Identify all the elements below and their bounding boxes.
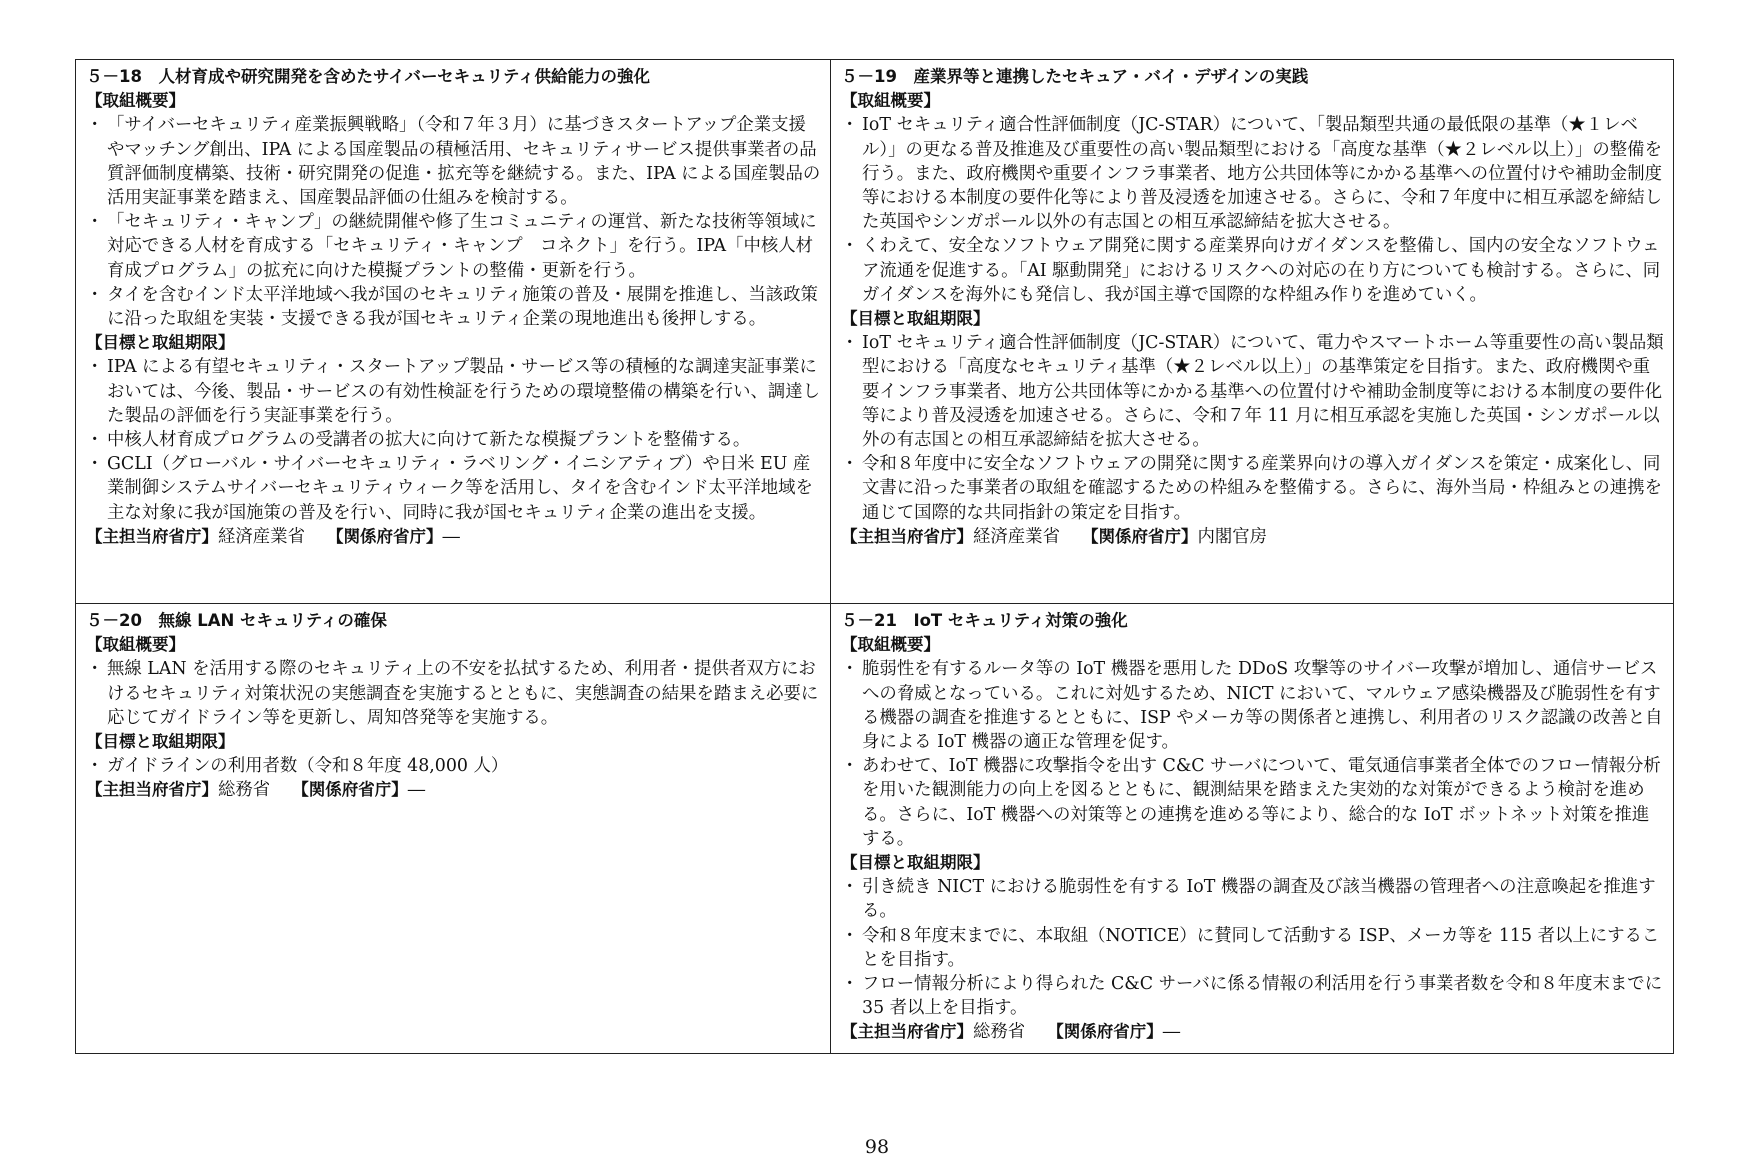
bullet-icon: ・ [86, 430, 104, 451]
related-ministry-label: 【関係府省庁】 [326, 526, 443, 546]
bullet-icon: ・ [841, 454, 859, 475]
overview-item-text: タイを含むインド太平洋地域へ我が国のセキュリティ施策の普及・展開を推進し、当該政策に沿った取組を実装・支援できる我が国セキュリティ企業の現地進出も後押しする。 [107, 284, 818, 330]
overview-heading: 【取組概要】 [86, 635, 185, 655]
bullet-icon: ・ [841, 877, 859, 898]
goals-item [841, 924, 1665, 972]
goals-list [841, 875, 1665, 1020]
overview-item [86, 283, 822, 331]
bullet-icon: ・ [86, 756, 104, 777]
measures-table [75, 59, 1674, 1054]
goals-list [841, 331, 1665, 525]
section-title: ５－20 無線 LAN セキュリティの確保 [86, 611, 387, 630]
lead-ministry-value: 総務省 [973, 1022, 1026, 1043]
bullet-icon: ・ [841, 115, 859, 136]
overview-heading: 【取組概要】 [841, 635, 940, 655]
section-title: ５－18 人材育成や研究開発を含めたサイバーセキュリティ供給能力の強化 [86, 67, 650, 86]
related-ministry-label: 【関係府省庁】 [292, 780, 408, 800]
goals-item-text: 引き続き NICT における脆弱性を有する IoT 機器の調査及び該当機器の管理者への注意喚起を推進する。 [862, 877, 1656, 922]
goals-item [86, 428, 822, 452]
goals-item-text: フロー情報分析により得られた C&C サーバに係る情報の利活用を行う事業者数を令和８年度末までに 35 者以上を目指す。 [862, 974, 1663, 1019]
goals-item-text: 令和８年度末までに、本取組（NOTICE）に賛同して活動する ISP、メーカ等を 115 者以上にすることを目指す。 [862, 925, 1660, 970]
goals-item [841, 452, 1665, 525]
lead-ministry-label: 【主担当府省庁】 [841, 1022, 973, 1042]
goals-item-text: IPA による有望セキュリティ・スタートアップ製品・サービス等の積極的な調達実証事業においては、今後、製品・サービスの有効性検証を行うための環境整備の構築を行い、調達した製品の評価を行う実証事業を行う。 [107, 357, 821, 426]
overview-heading: 【取組概要】 [841, 91, 940, 111]
lead-ministry-label: 【主担当府省庁】 [86, 780, 218, 800]
ministry-line [86, 778, 822, 802]
overview-item [841, 754, 1665, 851]
overview-heading: 【取組概要】 [86, 91, 185, 111]
related-ministry-value: ― [407, 780, 426, 801]
ministry-line [86, 525, 822, 549]
related-ministry-value: ― [442, 526, 460, 547]
goals-item [841, 331, 1665, 452]
goals-heading: 【目標と取組期限】 [841, 309, 990, 329]
overview-list [841, 657, 1665, 851]
goals-item-text: 中核人材育成プログラムの受講者の拡大に向けて新たな模擬プラントを整備する。 [107, 430, 751, 451]
overview-item [841, 234, 1665, 307]
goals-heading: 【目標と取組期限】 [86, 732, 235, 752]
goals-item [841, 972, 1665, 1020]
goals-item [86, 452, 822, 525]
bullet-icon: ・ [86, 454, 104, 475]
related-ministry-label: 【関係府省庁】 [1081, 526, 1198, 546]
bullet-icon: ・ [86, 212, 104, 233]
ministry-line [841, 1020, 1665, 1044]
bullet-icon: ・ [841, 333, 859, 354]
overview-list [86, 113, 822, 331]
bullet-icon: ・ [841, 236, 859, 257]
lead-ministry-value: 経済産業省 [218, 526, 305, 547]
goals-item-text: GCLI（グローバル・サイバーセキュリティ・ラベリング・イニシアティブ）や日米 EU 産業制御システムサイバーセキュリティウィーク等を活用し、タイを含むインド太平洋地域を主な対象に我が国施策の普及を行い、同時に我が国セキュリティ企業の進出を支援。 [107, 454, 813, 523]
lead-ministry-value: 総務省 [218, 780, 271, 801]
goals-item [86, 754, 822, 778]
section-title: ５－21 IoT セキュリティ対策の強化 [841, 611, 1128, 630]
related-ministry-value: ― [1162, 1022, 1181, 1043]
related-ministry-value: 内閣官房 [1197, 526, 1268, 547]
overview-list [86, 657, 822, 730]
bullet-icon: ・ [86, 115, 104, 136]
section-5-20 [76, 604, 831, 1054]
overview-list [841, 113, 1665, 307]
overview-item-text: あわせて、IoT 機器に攻撃指令を出す C&C サーバについて、電気通信事業者全体でのフロー情報分析を用いた観測能力の向上を図るとともに、観測結果を踏まえた実効的な対策ができるよう検討を進める。さらに、IoT 機器への対策等との連携を進める等により、総合的な IoT ボットネット対策を推進する。 [862, 756, 1661, 849]
overview-item-text: くわえて、安全なソフトウェア開発に関する産業界向けガイダンスを整備し、国内の安全なソフトウェア流通を促進する。「AI 駆動開発」におけるリスクへの対応の在り方についても検討する。さらに、同ガイダンスを海外にも発信し、我が国主導で国際的な枠組み作りを進めていく。 [862, 236, 1661, 305]
related-ministry-label: 【関係府省庁】 [1047, 1022, 1163, 1042]
bullet-icon: ・ [86, 659, 104, 680]
goals-item [841, 875, 1665, 923]
bullet-icon: ・ [841, 974, 859, 995]
overview-item-text: 「セキュリティ・キャンプ」の継続開催や修了生コミュニティの運営、新たな技術等領域に対応できる人材を育成する「セキュリティ・キャンプ コネクト」を行う。IPA「中核人材育成プログラム」の拡充に向けた模擬プラントの整備・更新を行う。 [107, 212, 817, 281]
section-5-19 [831, 60, 1674, 604]
section-5-21 [831, 604, 1674, 1054]
overview-item [841, 113, 1665, 234]
bullet-icon: ・ [86, 284, 104, 305]
overview-item [841, 657, 1665, 754]
bullet-icon: ・ [86, 357, 104, 378]
goals-item-text: ガイドラインの利用者数（令和８年度 48,000 人） [107, 756, 509, 777]
lead-ministry-label: 【主担当府省庁】 [86, 526, 218, 546]
goals-item-text: 令和８年度中に安全なソフトウェアの開発に関する産業界向けの導入ガイダンスを策定・成案化し、同文書に沿った事業者の取組を確認するための枠組みを整備する。さらに、海外当局・枠組みとの連携を通じて国際的な共同指針の策定を目指す。 [862, 454, 1662, 523]
bullet-icon: ・ [841, 925, 859, 946]
bullet-icon: ・ [841, 756, 859, 777]
overview-item [86, 113, 822, 210]
page-number: 98 [864, 1136, 890, 1158]
bullet-icon: ・ [841, 659, 859, 680]
section-title: ５－19 産業界等と連携したセキュア・バイ・デザインの実践 [841, 67, 1309, 86]
goals-item-text: IoT セキュリティ適合性評価制度（JC-STAR）について、電力やスマートホーム等重要性の高い製品類型における「高度なセキュリティ基準（★２レベル以上）」の基準策定を目指す。また、政府機関や重要インフラ事業者、地方公共団体等にかかる基準への位置付けや補助金制度等における本制度の要件化等により普及浸透を加速させる。さらに、令和７年 11 月に相互承認を実施した英国・シンガポール以外の有志国との相互承認締結を拡大させる。 [862, 333, 1664, 451]
overview-item [86, 657, 822, 730]
ministry-line [841, 525, 1665, 549]
overview-item-text: 無線 LAN を活用する際のセキュリティ上の不安を払拭するため、利用者・提供者双方におけるセキュリティ対策状況の実態調査を実施するとともに、実態調査の結果を踏まえ必要に応じてガイドライン等を更新し、周知啓発等を実施する。 [107, 659, 819, 728]
lead-ministry-value: 経済産業省 [973, 526, 1060, 547]
goals-heading: 【目標と取組期限】 [86, 333, 235, 353]
goals-list [86, 355, 822, 524]
lead-ministry-label: 【主担当府省庁】 [841, 526, 973, 546]
goals-list [86, 754, 822, 778]
goals-item [86, 355, 822, 428]
overview-item [86, 210, 822, 283]
overview-item-text: 脆弱性を有するルータ等の IoT 機器を悪用した DDoS 攻撃等のサイバー攻撃が増加し、通信サービスへの脅威となっている。これに対処するため、NICT において、マルウェア感染機器及び脆弱性を有する機器の調査を推進するとともに、ISP やメーカ等の関係者と連携し、利用者のリスク認識の改善と自身による IoT 機器の適正な管理を促す。 [862, 659, 1663, 753]
section-5-18 [76, 60, 831, 604]
goals-heading: 【目標と取組期限】 [841, 853, 990, 873]
overview-item-text: 「サイバーセキュリティ産業振興戦略」（令和７年３月）に基づきスタートアップ企業支援やマッチング創出、IPA による国産製品の積極活用、セキュリティサービス提供事業者の品質評価制度構築、技術・研究開発の促進・拡充等を継続する。また、IPA による国産製品の活用実証事業を踏まえ、国産製品評価の仕組みを検討する。 [107, 115, 821, 209]
overview-item-text: IoT セキュリティ適合性評価制度（JC-STAR）について、「製品類型共通の最低限の基準（★１レベル）」の更なる普及推進及び重要性の高い製品類型における「高度な基準（★２レベル以上）」の整備を行う。また、政府機関や重要インフラ事業者、地方公共団体等にかかる基準への位置付けや補助金制度等における本制度の要件化等により普及浸透を加速させる。さらに、令和７年度中に相互承認を締結した英国やシンガポール以外の有志国との相互承認締結を拡大させる。 [862, 115, 1662, 233]
